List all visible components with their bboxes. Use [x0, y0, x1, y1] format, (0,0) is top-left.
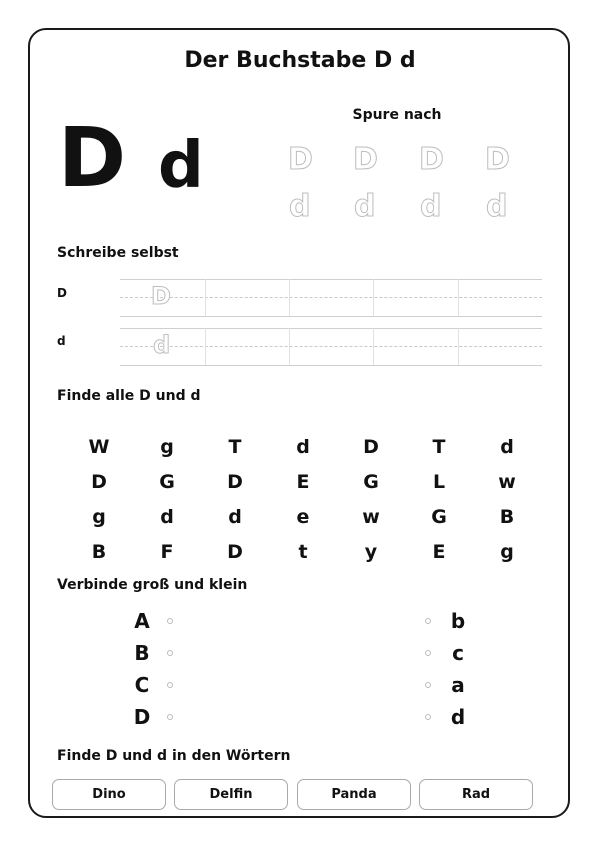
- letter-grid-cell[interactable]: D: [227, 471, 243, 493]
- match-right-letter: a: [451, 673, 465, 697]
- letter-grid-cell[interactable]: T: [228, 436, 242, 458]
- big-lowercase-letter: d: [158, 129, 204, 203]
- letter-grid-cell[interactable]: B: [91, 541, 107, 563]
- write-row-label: D: [57, 286, 67, 300]
- write-row-label: d: [57, 334, 66, 348]
- match-left-letter: C: [134, 673, 150, 697]
- writing-line-base: [120, 316, 542, 317]
- match-right-dot[interactable]: [425, 618, 431, 624]
- write-section-title: Schreibe selbst: [57, 245, 179, 261]
- letter-grid-cell[interactable]: d: [160, 506, 174, 528]
- letter-grid-cell[interactable]: G: [431, 506, 447, 528]
- write-sample-letter: d: [153, 331, 171, 359]
- word-button-delfin[interactable]: Delfin: [174, 779, 288, 810]
- match-right-dot[interactable]: [425, 650, 431, 656]
- trace-letter: d: [420, 189, 442, 224]
- trace-letter: D: [353, 142, 378, 177]
- writing-line-top: [120, 328, 542, 329]
- big-uppercase-letter: D: [58, 111, 127, 206]
- letter-grid-cell[interactable]: F: [160, 541, 174, 563]
- write-sample-letter: D: [151, 282, 171, 310]
- match-right-dot[interactable]: [425, 682, 431, 688]
- trace-letter: d: [289, 189, 311, 224]
- writing-cell-divider: [458, 328, 459, 365]
- page-title: Der Buchstabe D d: [184, 48, 416, 73]
- letter-grid-cell[interactable]: w: [362, 506, 380, 528]
- letter-grid-cell[interactable]: d: [500, 436, 514, 458]
- word-button-rad[interactable]: Rad: [419, 779, 533, 810]
- trace-letter: d: [354, 189, 376, 224]
- writing-line-mid: [120, 297, 542, 298]
- letter-grid-cell[interactable]: D: [363, 436, 379, 458]
- letter-grid-cell[interactable]: g: [92, 506, 106, 528]
- letter-grid-cell[interactable]: w: [498, 471, 516, 493]
- match-right-dot[interactable]: [425, 714, 431, 720]
- match-left-dot[interactable]: [167, 618, 173, 624]
- match-left-letter: D: [133, 705, 151, 729]
- trace-letter: D: [419, 142, 444, 177]
- letter-grid-cell[interactable]: W: [88, 436, 110, 458]
- letter-grid-cell[interactable]: B: [499, 506, 515, 528]
- writing-cell-divider: [289, 279, 290, 316]
- match-left-dot[interactable]: [167, 714, 173, 720]
- writing-line-top: [120, 279, 542, 280]
- writing-cell-divider: [458, 279, 459, 316]
- trace-letter: D: [485, 142, 510, 177]
- letter-grid-cell[interactable]: G: [363, 471, 379, 493]
- writing-cell-divider: [289, 328, 290, 365]
- trace-letter: D: [288, 142, 313, 177]
- letter-grid-cell[interactable]: G: [159, 471, 175, 493]
- writing-line-base: [120, 365, 542, 366]
- letter-grid-cell[interactable]: y: [364, 541, 378, 563]
- letter-grid-cell[interactable]: E: [432, 541, 446, 563]
- writing-cell-divider: [205, 279, 206, 316]
- writing-cell-divider: [373, 279, 374, 316]
- match-left-dot[interactable]: [167, 650, 173, 656]
- letter-grid-cell[interactable]: D: [227, 541, 243, 563]
- word-button-panda[interactable]: Panda: [297, 779, 411, 810]
- letter-grid-cell[interactable]: E: [296, 471, 310, 493]
- find-section-title: Finde alle D und d: [57, 388, 201, 404]
- match-left-letter: A: [134, 609, 150, 633]
- match-left-dot[interactable]: [167, 682, 173, 688]
- letter-grid-cell[interactable]: d: [296, 436, 310, 458]
- letter-grid-cell[interactable]: L: [432, 471, 446, 493]
- match-right-letter: c: [452, 641, 464, 665]
- letter-grid-cell[interactable]: g: [500, 541, 514, 563]
- letter-grid-cell[interactable]: T: [432, 436, 446, 458]
- letter-grid-cell[interactable]: g: [160, 436, 174, 458]
- writing-line-mid: [120, 346, 542, 347]
- trace-section-title: Spure nach: [352, 107, 442, 123]
- writing-cell-divider: [205, 328, 206, 365]
- letter-grid-cell[interactable]: e: [296, 506, 310, 528]
- match-left-letter: B: [134, 641, 150, 665]
- letter-grid-cell[interactable]: D: [91, 471, 107, 493]
- match-right-letter: b: [450, 609, 466, 633]
- writing-cell-divider: [373, 328, 374, 365]
- trace-letter: d: [486, 189, 508, 224]
- match-section-title: Verbinde groß und klein: [57, 577, 248, 593]
- letter-grid-cell[interactable]: d: [228, 506, 242, 528]
- word-button-dino[interactable]: Dino: [52, 779, 166, 810]
- words-section-title: Finde D und d in den Wörtern: [57, 748, 291, 764]
- letter-grid-cell[interactable]: t: [298, 541, 308, 563]
- match-right-letter: d: [450, 705, 466, 729]
